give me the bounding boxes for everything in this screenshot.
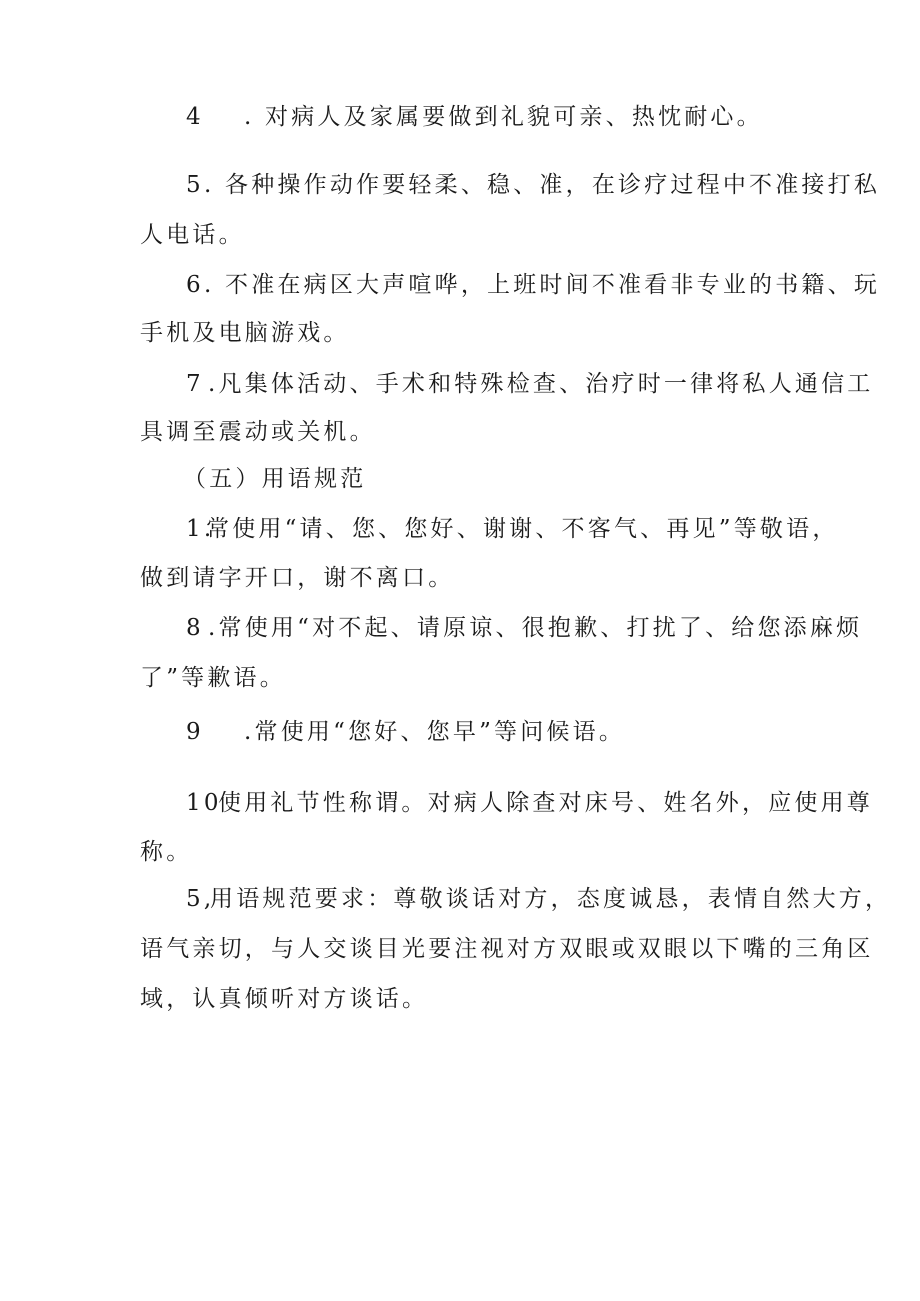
item-number: 7: [186, 371, 204, 397]
item-number: 4: [186, 104, 204, 130]
item-number: 8: [186, 615, 204, 641]
list-item-4: [186, 106, 763, 129]
language-item-10: [186, 792, 873, 815]
language-item-8-continuation: 了”等歉语。: [140, 665, 286, 691]
language-item-10-continuation: 称。: [140, 839, 193, 865]
language-item-1: [186, 518, 839, 541]
item-text: 常使用“请、您、您好、谢谢、不客气、再见”等敬语，: [206, 516, 839, 542]
section-heading: （五）用语规范: [183, 466, 367, 492]
list-item-7-continuation: 具调至震动或关机。: [140, 419, 376, 445]
item-number: 1.: [186, 516, 215, 542]
requirements-paragraph: [186, 888, 891, 911]
language-item-9: [186, 721, 625, 744]
language-item-1-continuation: 做到请字开口，谢不离口。: [140, 565, 455, 591]
requirements-continuation-1: 语气亲切，与人交谈目光要注视对方双眼或双眼以下嘴的三角区: [140, 936, 874, 962]
item-text: .凡集体活动、手术和特殊检查、治疗时一律将私人通信工: [208, 371, 874, 397]
list-item-7: [186, 373, 874, 396]
item-number: 10: [186, 790, 222, 816]
list-item-6: [186, 274, 880, 297]
item-text: . 不准在病区大声喧哗，上班时间不准看非专业的书籍、玩: [204, 272, 881, 298]
item-text: . 对病人及家属要做到礼貌可亲、热忱耐心。: [244, 104, 763, 130]
requirements-continuation-2: 域，认真倾听对方谈话。: [140, 986, 429, 1012]
item-text: . 各种操作动作要轻柔、稳、准，在诊疗过程中不准接打私: [204, 172, 881, 198]
list-item-6-continuation: 手机及电脑游戏。: [140, 320, 350, 346]
item-number: 5: [186, 172, 204, 198]
item-number: 5,: [186, 886, 215, 912]
list-item-5: [186, 174, 880, 197]
item-text: .常使用“对不起、请原谅、很抱歉、打扰了、给您添麻烦: [208, 615, 863, 641]
list-item-5-continuation: 人电话。: [140, 222, 245, 248]
item-text: 用语规范要求：尊敬谈话对方，态度诚恳，表情自然大方，: [210, 886, 892, 912]
item-number: 9: [186, 719, 204, 745]
item-text: 使用礼节性称谓。对病人除查对床号、姓名外，应使用尊: [218, 790, 873, 816]
item-text: .常使用“您好、您早”等问候语。: [244, 719, 626, 745]
item-number: 6: [186, 272, 204, 298]
language-item-8: [186, 617, 862, 640]
